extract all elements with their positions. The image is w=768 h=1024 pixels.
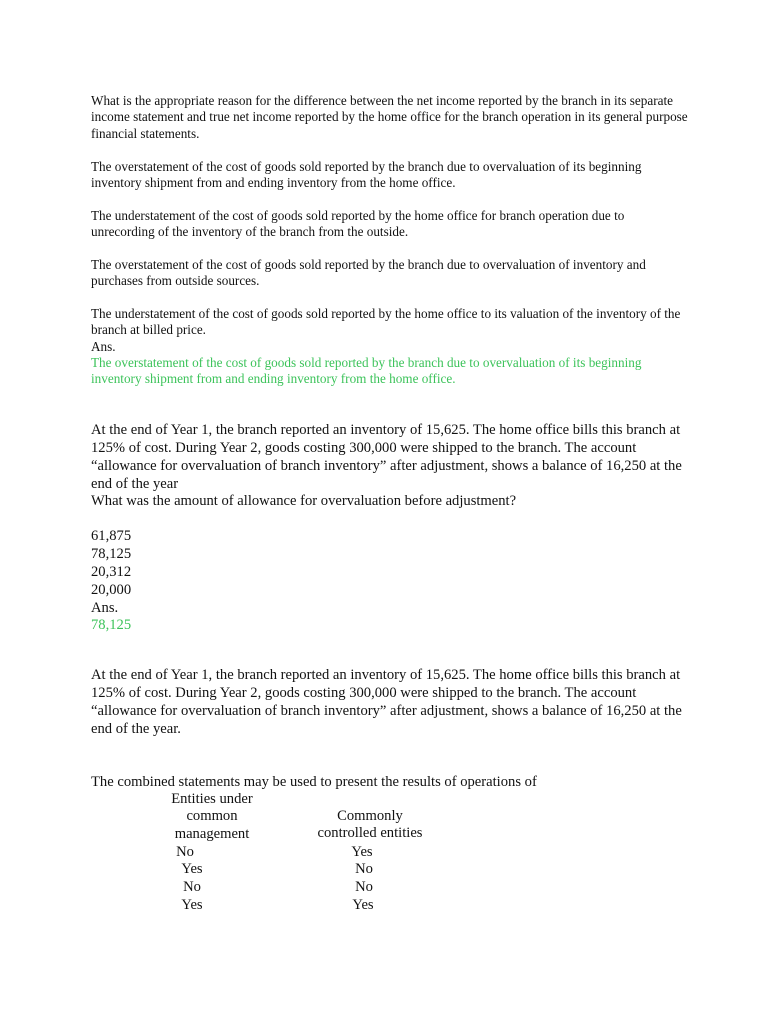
q2-sub-question: What was the amount of allowance for overvaluation before adjustment? <box>91 493 517 509</box>
q4-row2-col2: No <box>355 861 373 877</box>
q4-col2-header-line: controlled entities <box>317 825 423 842</box>
q4-row4-col1: Yes <box>181 897 203 913</box>
q4-col2-header-line: Commonly <box>337 808 403 824</box>
q4-question: The combined statements may be used to present the results of operations of <box>91 774 537 790</box>
q4-row1-col1: No <box>176 844 194 860</box>
q2-option-c: 20,312 <box>91 564 132 580</box>
q1-ans-label: Ans. <box>91 339 116 354</box>
q4-row3-col1: No <box>183 879 201 895</box>
q4-row2-col1: Yes <box>181 861 203 877</box>
q2-question: At the end of Year 1, the branch reported an inventory of 15,625. The home office bills this branch at 125% of cost. During Year 2, goods costing 300,000 were shipped to the branch. The account “allowance for overvaluation of branch inventory” after adjustment, shows a balance of 16,250 at the end of the year <box>91 422 682 492</box>
q4-row1-col2: Yes <box>351 844 373 860</box>
q1-option-d: The understatement of the cost of goods sold reported by the home office to its valuation of the inventory of the branch at billed price. <box>91 306 681 338</box>
q4-row3-col2: No <box>355 879 373 895</box>
q2-option-d: 20,000 <box>91 582 132 598</box>
q4-col1-header-line: common <box>186 808 238 825</box>
q2-answer: 78,125 <box>91 617 132 633</box>
q1-option-c: The overstatement of the cost of goods sold reported by the branch due to overvaluation of inventory and purchases from outside sources. <box>91 257 646 289</box>
q2-ans-label: Ans. <box>91 600 119 616</box>
q1-answer: The overstatement of the cost of goods sold reported by the branch due to overvaluation of its beginning inventory shipment from and ending inventory from the home office. <box>91 355 642 387</box>
q4-col1-header <box>137 791 287 843</box>
q2-option-a: 61,875 <box>91 528 132 544</box>
q2-option-b: 78,125 <box>91 546 132 562</box>
q3-question: At the end of Year 1, the branch reported an inventory of 15,625. The home office bills this branch at 125% of cost. During Year 2, goods costing 300,000 were shipped to the branch. The account “allowance for overvaluation of branch inventory” after adjustment, shows a balance of 16,250 at the end of the year. <box>91 667 682 737</box>
q4-col1-header-line: management <box>174 825 250 842</box>
q1-question: What is the appropriate reason for the difference between the net income reported by the branch in its separate income statement and true net income reported by the home office for the branch operation in its general purpose financial statements. <box>91 93 688 141</box>
q1-option-b: The understatement of the cost of goods sold reported by the home office for branch operation due to unrecording of the inventory of the branch from the outside. <box>91 208 625 240</box>
q4-col1-header-line: Entities under <box>171 791 253 807</box>
q1-option-a: The overstatement of the cost of goods sold reported by the branch due to overvaluation of its beginning inventory shipment from and ending inventory from the home office. <box>91 159 642 191</box>
q4-col2-header <box>285 808 455 843</box>
q4-row4-col2: Yes <box>352 897 374 913</box>
